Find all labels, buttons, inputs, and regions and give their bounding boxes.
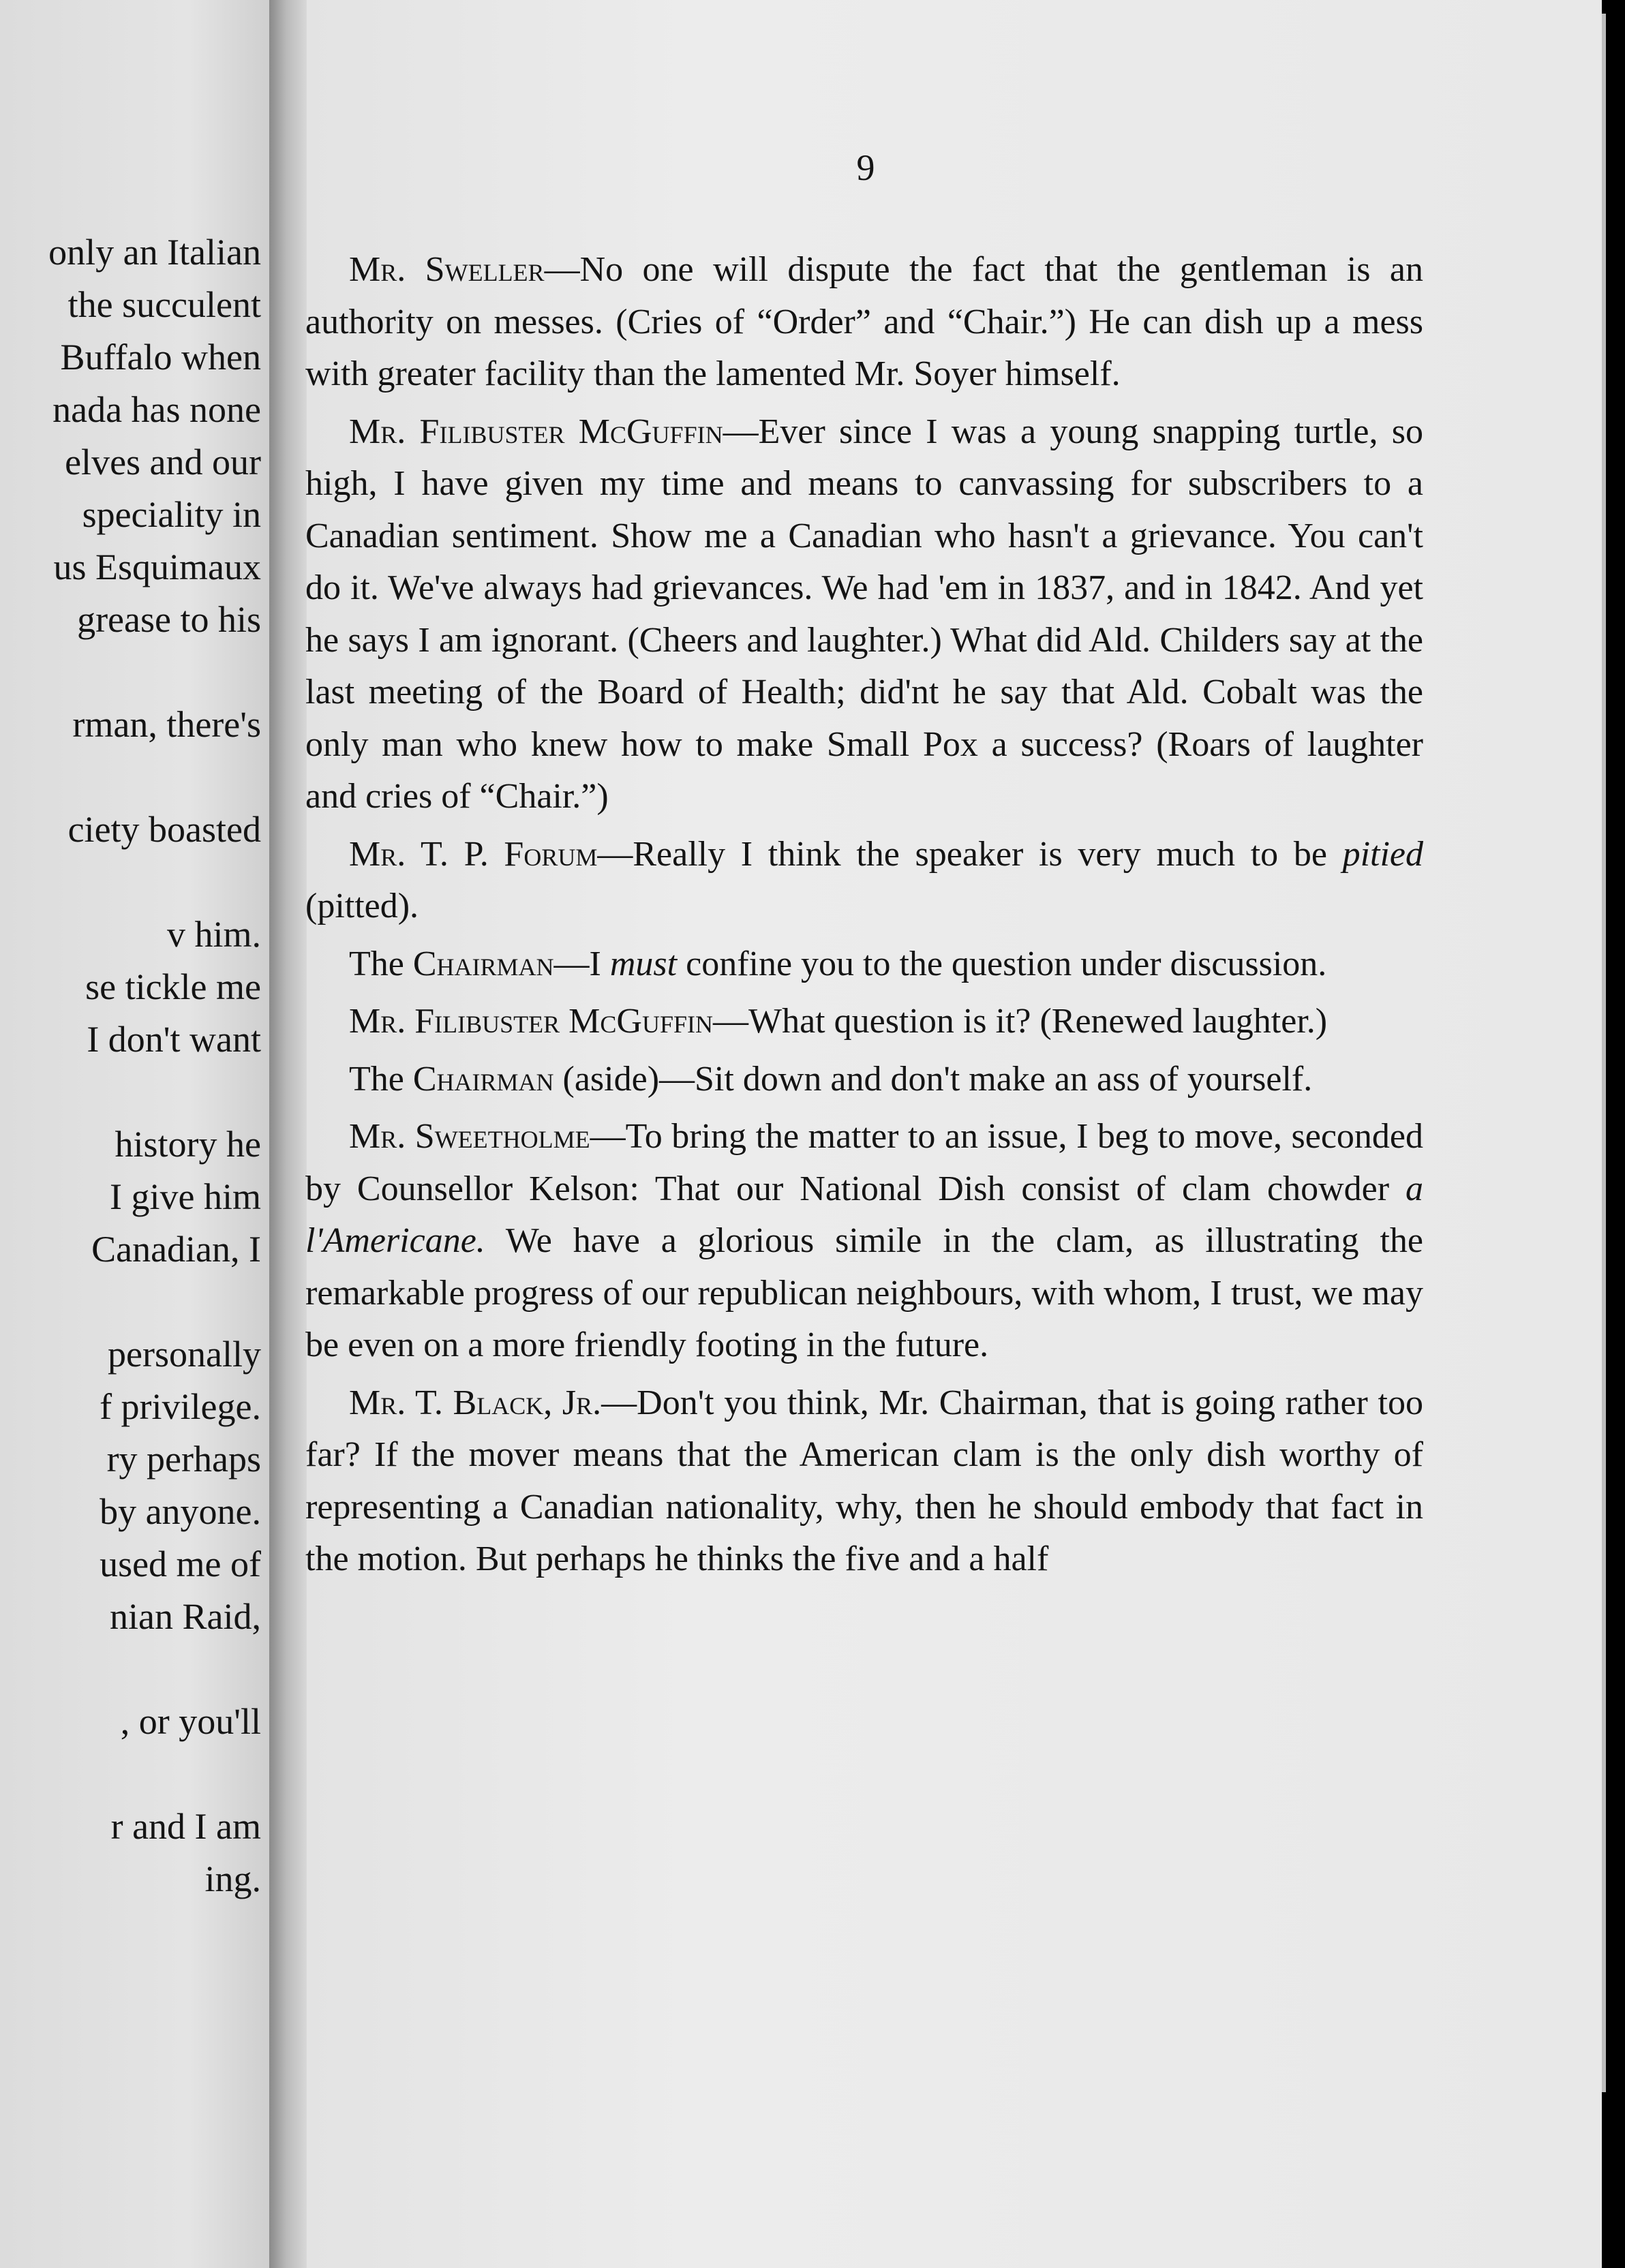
left-page-line: Canadian, I bbox=[91, 1229, 261, 1270]
speaker-name: Chairman bbox=[412, 1059, 554, 1099]
left-page-line: se tickle me bbox=[85, 966, 261, 1007]
speaker-name: Mr. T. Black, Jr. bbox=[349, 1383, 602, 1422]
paragraph bbox=[305, 1054, 1423, 1106]
page-number: 9 bbox=[856, 147, 875, 188]
paragraph bbox=[305, 996, 1423, 1048]
speech-text: —Ever since I was a young snapping turtle, so high, I have given my time and means to canvassing for subscribers to a Canadian sentiment. Show me a Canadian who hasn't a grievance. You can't do it. We've always had grievances. We had 'em in 1837, and in 1842. And yet he says I am ignorant. (Cheers and laughter.) What did Ald. Childers say at the last meeting of the Board of Health; did'nt he say that Ald. Cobalt was the only man who knew how to make Small Pox a success? (Roars of laughter and cries of “Chair.”) bbox=[305, 412, 1423, 816]
left-page-line: v him. bbox=[166, 914, 261, 955]
left-page-line: ing. bbox=[204, 1858, 261, 1899]
paragraph bbox=[305, 1111, 1423, 1372]
left-page-line: only an Italian bbox=[48, 232, 261, 273]
left-page-line: I give him bbox=[110, 1176, 261, 1217]
speech-text: —To bring the matter to an issue, I beg to move, seconded by Counsellor Kelson: That our National Dish consist of clam chowder bbox=[305, 1117, 1424, 1208]
speech-text-continued: confine you to the question under discussion. bbox=[677, 944, 1327, 983]
emphasis-text: must bbox=[609, 944, 678, 983]
left-page-line: r and I am bbox=[110, 1806, 261, 1847]
speech-text: —I bbox=[553, 944, 610, 983]
paragraph bbox=[305, 1377, 1423, 1586]
speaker-prefix: The bbox=[349, 1059, 413, 1099]
left-page-line: nian Raid, bbox=[110, 1596, 261, 1637]
page-body bbox=[305, 244, 1423, 1591]
left-page-line: us Esquimaux bbox=[53, 547, 261, 587]
left-page-line: history he bbox=[115, 1124, 261, 1165]
paragraph bbox=[305, 406, 1423, 823]
paragraph bbox=[305, 938, 1423, 991]
left-page-line: f privilege. bbox=[100, 1386, 261, 1427]
speaker-name: Mr. Filibuster McGuffin bbox=[349, 412, 723, 451]
left-page-line: grease to his bbox=[77, 599, 261, 640]
left-page-line: rman, there's bbox=[72, 704, 261, 745]
speaker-name: Mr. Filibuster McGuffin bbox=[349, 1002, 713, 1041]
speech-text: (aside)—Sit down and don't make an ass of yourself. bbox=[553, 1059, 1313, 1099]
paragraph bbox=[305, 244, 1423, 401]
left-page-line: ry perhaps bbox=[106, 1439, 261, 1480]
left-page-line: speciality in bbox=[82, 494, 261, 535]
emphasis-text: a l'Americane. bbox=[305, 1169, 1423, 1260]
left-page-line: elves and our bbox=[65, 442, 261, 482]
speaker-name: Mr. Sweller bbox=[349, 250, 545, 289]
speech-text: —Really I think the speaker is very much to be bbox=[597, 834, 1343, 874]
left-page-line: used me of bbox=[100, 1544, 261, 1584]
speaker-prefix: The bbox=[349, 944, 413, 983]
left-page-line: by anyone. bbox=[100, 1491, 261, 1532]
left-page-line: personally bbox=[108, 1334, 261, 1375]
left-page-line: nada has none bbox=[52, 389, 261, 430]
left-page-fragment bbox=[0, 0, 269, 2268]
speech-text: —What question is it? (Renewed laughter.) bbox=[713, 1002, 1328, 1041]
left-page-line: I don't want bbox=[87, 1019, 261, 1060]
speaker-name: Mr. Sweetholme bbox=[349, 1117, 590, 1156]
left-page-line: Buffalo when bbox=[60, 337, 261, 378]
speech-text-continued: (pitted). bbox=[305, 887, 419, 925]
emphasis-text: pitied bbox=[1342, 834, 1424, 874]
speaker-name: Mr. T. P. Forum bbox=[349, 834, 598, 874]
left-page-line: ciety boasted bbox=[67, 809, 261, 850]
speech-text: —No one will dispute the fact that the gentleman is an authority on messes. (Cries of “Order” and “Chair.”) He can dish up a mess with greater facility than the lamented Mr. Soyer himself. bbox=[305, 250, 1423, 393]
speaker-name: Chairman bbox=[412, 944, 554, 983]
speech-text: —Don't you think, Mr. Chairman, that is going rather too far? If the mover means that the American clam is the only dish worthy of representing a Canadian nationality, why, then he should embody that fact in the motion. But perhaps he thinks the five and a half bbox=[305, 1383, 1423, 1578]
paragraph bbox=[305, 829, 1423, 933]
left-page-line: the succulent bbox=[67, 284, 261, 325]
speech-text-continued: We have a glorious simile in the clam, as illustrating the remarkable progress of our republican neighbours, with whom, I trust, we may be even on a more friendly footing in the future. bbox=[305, 1221, 1423, 1364]
book-gutter bbox=[269, 0, 307, 2268]
left-page-line: , or you'll bbox=[120, 1701, 261, 1742]
page-edge bbox=[1602, 14, 1606, 2092]
